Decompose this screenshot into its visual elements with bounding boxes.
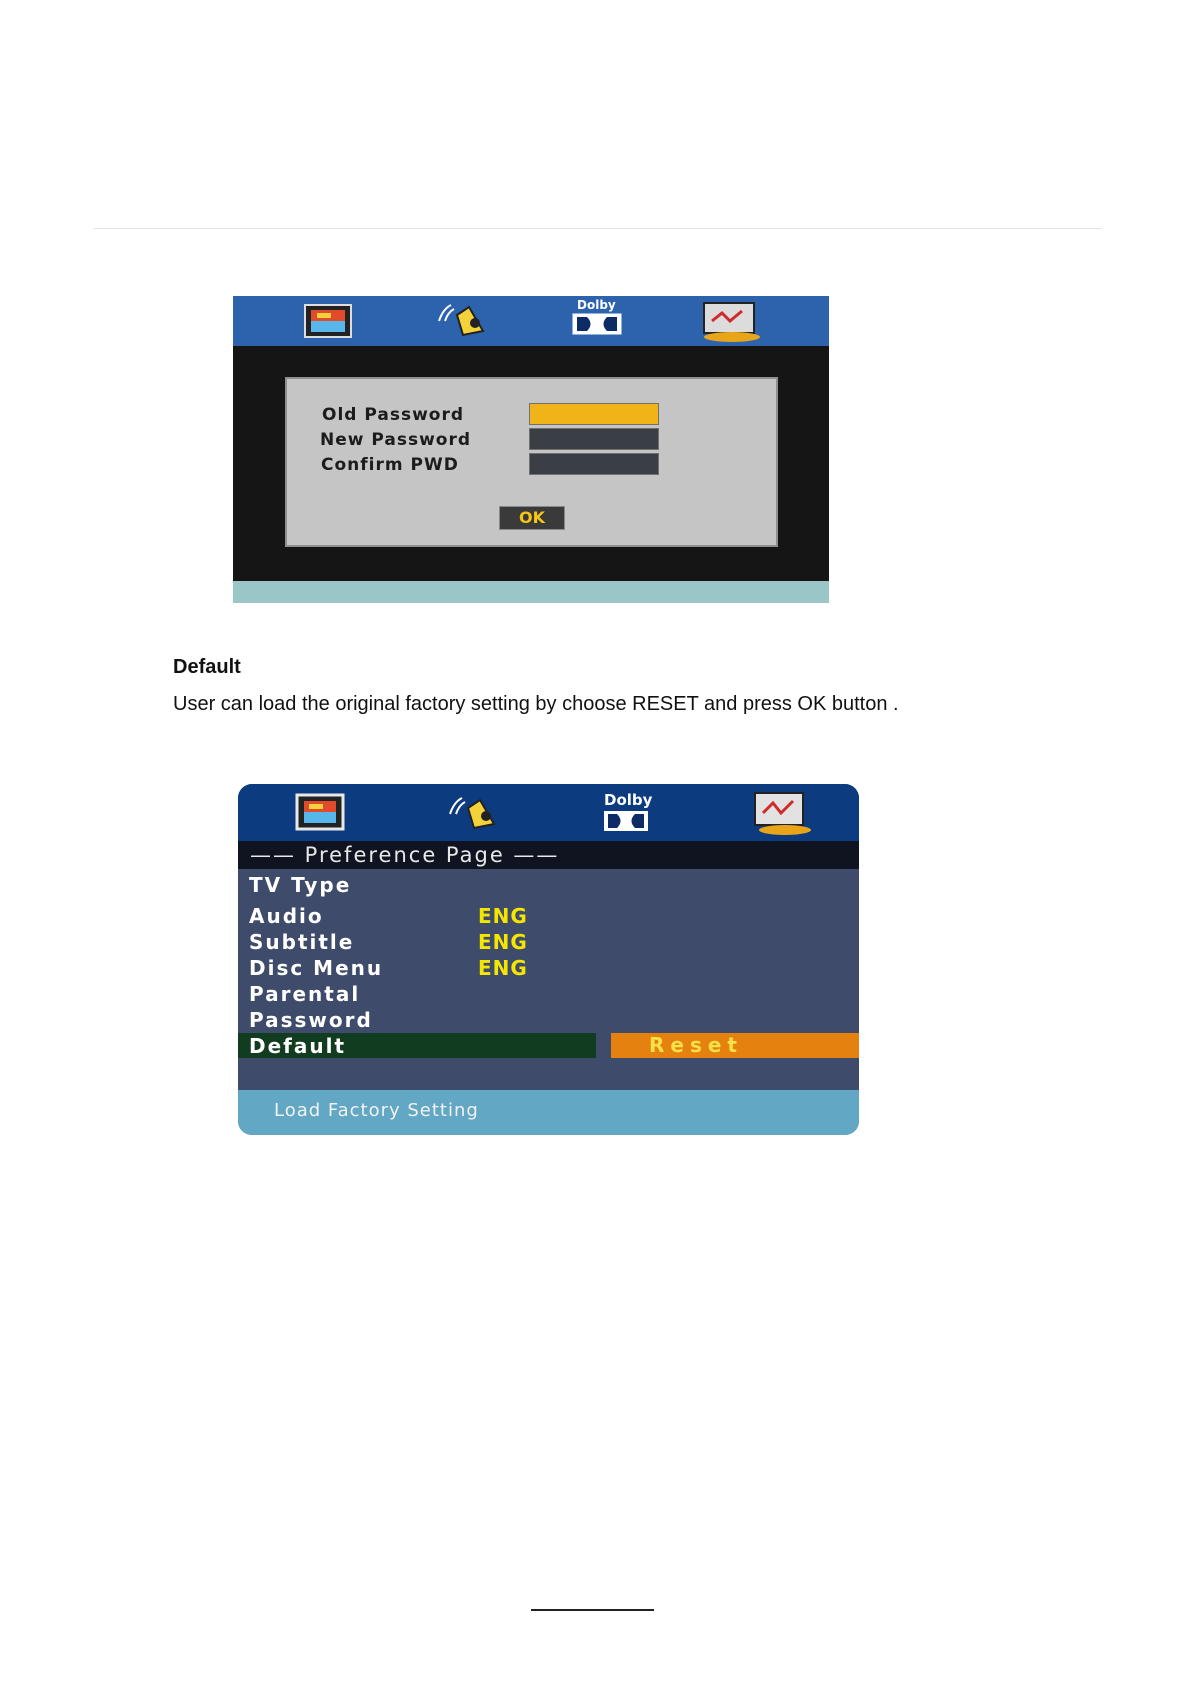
reset-button[interactable]: Reset [611, 1033, 859, 1058]
menu-item-label: Disc Menu [249, 956, 384, 980]
menu-item-label: Default [249, 1034, 347, 1058]
preference-icon[interactable] [749, 791, 811, 837]
header-divider [94, 228, 1102, 229]
menu-item-audio[interactable] [238, 903, 859, 929]
menu-item-default[interactable] [238, 1033, 859, 1059]
menu-item-label: TV Type [249, 873, 352, 897]
menu-item-label: Password [249, 1008, 373, 1032]
audio-speaker-icon[interactable] [433, 301, 493, 341]
general-setup-icon[interactable] [303, 303, 355, 339]
menu-item-subtitle[interactable] [238, 929, 859, 955]
section-title: Default [173, 656, 241, 678]
menu-item-disc-menu[interactable] [238, 955, 859, 981]
menu-item-label: Audio [249, 904, 324, 928]
preference-icon[interactable] [698, 301, 760, 343]
new-password-label: New Password [320, 430, 472, 450]
ok-button[interactable]: OK [499, 506, 565, 530]
menu-item-label: Subtitle [249, 930, 355, 954]
old-password-label: Old Password [322, 405, 465, 425]
footer-divider [531, 1609, 654, 1611]
confirm-pwd-field[interactable] [529, 453, 659, 475]
page-title: —— Preference Page —— [238, 841, 859, 869]
general-setup-icon[interactable] [295, 793, 347, 833]
dolby-digital-icon[interactable] [571, 312, 623, 336]
confirm-pwd-label: Confirm PWD [321, 455, 459, 475]
menu-item-parental[interactable] [238, 981, 859, 1007]
preference-page-screenshot [238, 784, 859, 1135]
old-password-field[interactable] [529, 403, 659, 425]
menu-item-tv-type[interactable] [238, 872, 859, 898]
menu-item-password[interactable] [238, 1007, 859, 1033]
new-password-field[interactable] [529, 428, 659, 450]
background-floor [233, 581, 829, 603]
menu-item-label: Parental [249, 982, 361, 1006]
password-dialog [285, 377, 778, 547]
menu-item-value: ENG [478, 956, 528, 980]
audio-speaker-icon[interactable] [446, 792, 502, 834]
menu-item-value: ENG [478, 904, 528, 928]
dolby-label: Dolby [604, 791, 653, 809]
password-change-screenshot [233, 296, 829, 603]
menu-icon-bar [233, 296, 829, 346]
status-bar: Load Factory Setting [238, 1090, 859, 1135]
menu-item-value: ENG [478, 930, 528, 954]
dolby-label: Dolby [577, 298, 616, 312]
dolby-digital-icon[interactable] [603, 810, 649, 832]
section-description: User can load the original factory setting by choose RESET and press OK button . [173, 693, 899, 715]
menu-icon-bar [238, 784, 859, 841]
